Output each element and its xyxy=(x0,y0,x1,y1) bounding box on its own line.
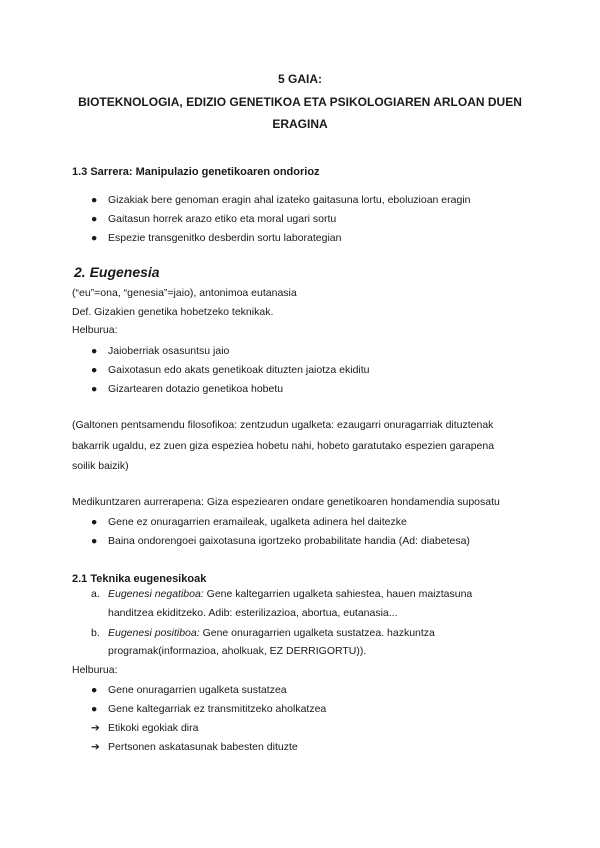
galton-paragraph-line: (Galtonen pentsamendu filosofikoa: zentzudun ugalketa: ezaugarri onuragarriak dituztenak xyxy=(72,419,494,431)
galton-paragraph-line: soilik baizik) xyxy=(72,460,129,472)
ordered-list-item-continuation: programak(informazioa, aholkuak, EZ DERRIGORTU)). xyxy=(108,645,367,657)
bullet-icon: ● xyxy=(91,213,98,225)
page-title-line-3: ERAGINA xyxy=(272,117,328,131)
bullet-icon: ● xyxy=(91,345,98,357)
bullet-icon: ● xyxy=(91,383,98,395)
list-item: ● Gaitasun horrek arazo etiko eta moral ugari sortu xyxy=(91,213,337,225)
bullet-icon: ● xyxy=(91,364,98,376)
ordered-list-item-continuation: handitzea ekiditzeko. Adib: esterilizazioa, abortua, eutanasia... xyxy=(108,607,398,619)
ordered-list-item: a. Eugenesi negatiboa: Gene kaltegarrien ugalketa sahiestea, hauen maiztasuna xyxy=(91,588,473,600)
list-item: ➔ Pertsonen askatasunak babesten dituzte xyxy=(91,741,298,753)
bullet-icon: ● xyxy=(91,703,98,715)
section-2-heading: 2. Eugenesia xyxy=(74,264,160,280)
list-item: ● Gene ez onuragarrien eramaileak, ugalketa adinera hel daitezke xyxy=(91,516,407,528)
list-item: ● Espezie transgenitko desberdin sortu laborategian xyxy=(91,232,342,244)
page-title-line-1: 5 GAIA: xyxy=(277,72,322,86)
bullet-icon: ● xyxy=(91,535,98,547)
list-item: ● Gizakiak bere genoman eragin ahal izateko gaitasuna lortu, eboluzioan eragin xyxy=(91,194,471,206)
bullet-icon: ● xyxy=(91,684,98,696)
etymology-text: (“eu”=ona, “genesia”=jaio), antonimoa eutanasia xyxy=(72,287,297,299)
list-item: ● Gizartearen dotazio genetikoa hobetu xyxy=(91,383,284,395)
arrow-right-icon: ➔ xyxy=(91,741,100,753)
page-title-line-2: BIOTEKNOLOGIA, EDIZIO GENETIKOA ETA PSIKOLOGIAREN ARLOAN DUEN xyxy=(78,95,522,109)
list-item: ● Gene onuragarrien ugalketa sustatzea xyxy=(91,684,287,696)
list-item: ● Jaioberriak osasuntsu jaio xyxy=(91,345,230,357)
bullet-icon: ● xyxy=(91,194,98,206)
bullet-icon: ● xyxy=(91,516,98,528)
medicine-text: Medikuntzaren aurrerapena: Giza espeziearen ondare genetikoaren hondamendia suposatu xyxy=(72,496,500,508)
list-item: ● Baina ondorengoei gaixotasuna igortzeko probabilitate handia (Ad: diabetesa) xyxy=(91,535,470,547)
section-2-1-heading: 2.1 Teknika eugenesikoak xyxy=(72,573,207,585)
goal-label: Helburua: xyxy=(72,324,118,336)
list-item: ➔ Etikoki egokiak dira xyxy=(91,722,199,734)
arrow-right-icon: ➔ xyxy=(91,722,100,734)
bullet-icon: ● xyxy=(91,232,98,244)
definition-text: Def. Gizakien genetika hobetzeko teknikak. xyxy=(72,306,274,318)
goal-label: Helburua: xyxy=(72,664,118,676)
galton-paragraph-line: bakarrik ugaldu, ez zuen giza espeziea hobetu nahi, hobeto garatutako espezien garapena xyxy=(72,440,495,452)
list-item: ● Gene kaltegarriak ez transmititzeko aholkatzea xyxy=(91,703,327,715)
list-item: ● Gaixotasun edo akats genetikoak dituzten jaiotza ekiditu xyxy=(91,364,370,376)
section-1-3-heading: 1.3 Sarrera: Manipulazio genetikoaren ondorioz xyxy=(72,166,320,178)
ordered-list-item: b. Eugenesi positiboa: Gene onuragarrien ugalketa sustatzea. hazkuntza xyxy=(91,627,435,639)
